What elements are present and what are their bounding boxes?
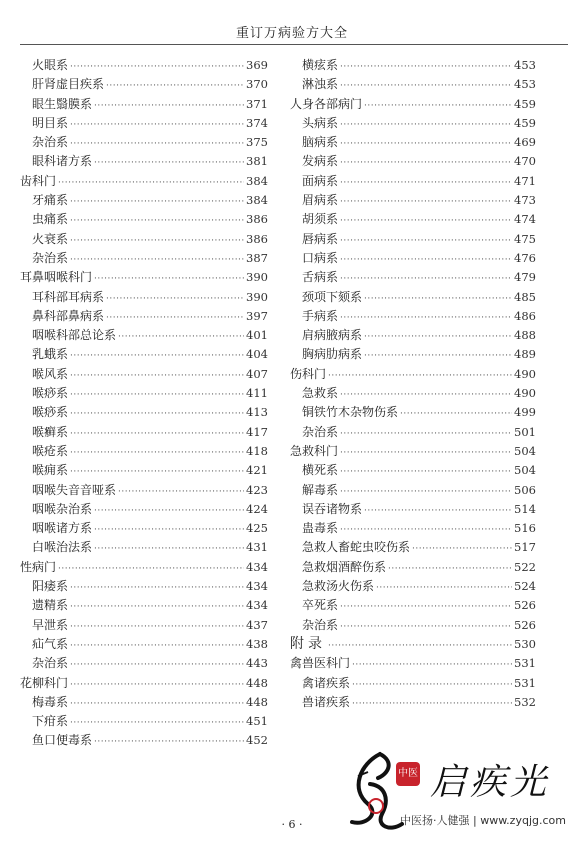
leader-dots <box>340 174 512 191</box>
toc-entry-title: 蛊毒系 <box>302 521 339 536</box>
leader-dots <box>352 695 512 712</box>
toc-entry-page: 437 <box>246 617 268 632</box>
toc-entry <box>290 230 536 249</box>
leader-dots <box>106 309 244 326</box>
toc-entry-title: 喉疮系 <box>32 443 69 458</box>
leader-dots <box>94 502 244 519</box>
toc-entry-title: 发病系 <box>302 154 339 169</box>
toc-entry-title: 乳蛾系 <box>32 347 69 362</box>
leader-dots <box>340 463 512 480</box>
toc-entry-title: 杂治系 <box>32 250 69 265</box>
toc-entry-page: 381 <box>246 154 268 169</box>
toc-entry <box>20 519 268 538</box>
leader-dots <box>70 676 244 693</box>
leader-dots <box>70 135 244 152</box>
toc-entry <box>290 674 536 693</box>
toc-entry-title: 梅毒系 <box>32 694 69 709</box>
toc-entry-page: 434 <box>246 579 268 594</box>
leader-dots <box>94 270 244 287</box>
leader-dots <box>340 598 512 615</box>
toc-entry-title: 虫痛系 <box>32 212 69 227</box>
toc-entry <box>20 616 268 635</box>
leader-dots <box>106 290 244 307</box>
toc-entry-title: 颈项下颏系 <box>302 289 363 304</box>
toc-entry <box>20 95 268 114</box>
toc-entry <box>290 596 536 615</box>
toc-entry-page: 401 <box>246 328 268 343</box>
leader-dots <box>70 637 244 654</box>
leader-dots <box>340 251 512 268</box>
toc-section-entry <box>20 558 268 577</box>
toc-entry <box>20 249 268 268</box>
toc-entry-page: 397 <box>246 308 268 323</box>
leader-dots <box>94 154 244 171</box>
leader-dots <box>340 116 512 133</box>
toc-entry-title: 咽喉杂治系 <box>32 501 93 516</box>
leader-dots <box>340 618 512 635</box>
toc-entry-page: 370 <box>246 77 268 92</box>
toc-entry-title: 胸病肋病系 <box>302 347 363 362</box>
toc-entry-title: 喉风系 <box>32 366 69 381</box>
toc-entry <box>20 538 268 557</box>
toc-entry-title: 解毒系 <box>302 482 339 497</box>
leader-dots <box>340 444 512 461</box>
toc-entry <box>290 307 536 326</box>
leader-dots <box>364 97 512 114</box>
toc-entry <box>20 230 268 249</box>
toc-entry-title: 喉癣系 <box>32 424 69 439</box>
leader-dots <box>94 521 244 538</box>
toc-entry <box>20 307 268 326</box>
toc-entry-page: 501 <box>514 424 536 439</box>
toc-entry-title: 阳痿系 <box>32 579 69 594</box>
leader-dots <box>70 232 244 249</box>
leader-dots <box>340 270 512 287</box>
toc-entry-page: 411 <box>246 386 268 401</box>
leader-dots <box>352 676 512 693</box>
toc-entry-page: 475 <box>514 231 536 246</box>
toc-entry <box>20 210 268 229</box>
toc-entry-page: 434 <box>246 559 268 574</box>
watermark-logo <box>340 744 580 834</box>
toc-entry-page: 531 <box>514 675 536 690</box>
toc-section-entry <box>20 674 268 693</box>
leader-dots <box>340 386 512 403</box>
toc-entry-title: 耳鼻咽喉科门 <box>20 270 93 285</box>
toc-entry <box>290 481 536 500</box>
toc-entry-page: 522 <box>514 559 536 574</box>
toc-entry-page: 438 <box>246 636 268 651</box>
toc-entry <box>290 384 536 403</box>
toc-entry-page: 504 <box>514 443 536 458</box>
toc-entry-page: 488 <box>514 328 536 343</box>
toc-entry-page: 499 <box>514 405 536 420</box>
toc-entry-page: 486 <box>514 308 536 323</box>
toc-entry <box>20 635 268 654</box>
toc-entry-page: 434 <box>246 598 268 613</box>
toc-entry-title: 肝肾虚目疾系 <box>32 77 105 92</box>
leader-dots <box>340 58 512 75</box>
toc-entry <box>20 114 268 133</box>
leader-dots <box>70 425 244 442</box>
toc-entry-title: 喉痧系 <box>32 405 69 420</box>
toc-entry-page: 490 <box>514 386 536 401</box>
toc-column-left <box>20 56 268 751</box>
toc-entry-page: 423 <box>246 482 268 497</box>
toc-entry-page: 526 <box>514 617 536 632</box>
toc-entry-title: 牙痛系 <box>32 193 69 208</box>
toc-entry <box>290 288 536 307</box>
leader-dots <box>340 77 512 94</box>
toc-entry-page: 453 <box>514 58 536 72</box>
toc-entry-title: 喉痈系 <box>32 463 69 478</box>
seal-mark: 中医 <box>396 762 420 786</box>
toc-entry-page: 474 <box>514 212 536 227</box>
toc-entry-page: 470 <box>514 154 536 169</box>
toc-entry-page: 524 <box>514 579 536 594</box>
toc-entry-title: 急救烟酒醉伤系 <box>302 559 387 574</box>
toc-entry <box>290 56 536 75</box>
toc-entry <box>290 152 536 171</box>
toc-entry <box>290 500 536 519</box>
toc-entry-page: 516 <box>514 521 536 536</box>
toc-entry-title: 伤科门 <box>290 366 327 381</box>
toc-entry <box>20 500 268 519</box>
leader-dots <box>70 347 244 364</box>
toc-entry <box>20 152 268 171</box>
leader-dots <box>340 521 512 538</box>
leader-dots <box>364 290 512 307</box>
toc-entry-title: 面病系 <box>302 173 339 188</box>
leader-dots <box>340 425 512 442</box>
toc-entry-title: 兽诸疾系 <box>302 694 351 709</box>
toc-entry-title: 咽喉科部总论系 <box>32 328 117 343</box>
toc-entry-title: 脑病系 <box>302 135 339 150</box>
toc-entry-page: 471 <box>514 173 536 188</box>
toc-entry <box>290 538 536 557</box>
leader-dots <box>340 232 512 249</box>
leader-dots <box>412 540 512 557</box>
header-rule <box>20 44 568 45</box>
toc-entry <box>20 326 268 345</box>
toc-entry-page: 531 <box>514 656 536 671</box>
toc-entry <box>20 384 268 403</box>
toc-entry-page: 384 <box>246 193 268 208</box>
toc-entry-title: 横死系 <box>302 463 339 478</box>
leader-dots <box>70 193 244 210</box>
toc-entry-title: 下疳系 <box>32 714 69 729</box>
toc-column-right <box>290 56 536 712</box>
toc-section-entry <box>290 365 536 384</box>
toc-entry <box>20 693 268 712</box>
toc-entry <box>290 345 536 364</box>
toc-entry-page: 532 <box>514 694 536 709</box>
leader-dots <box>328 367 512 384</box>
toc-entry <box>20 365 268 384</box>
leader-dots <box>340 309 512 326</box>
toc-entry-page: 451 <box>246 714 268 729</box>
toc-section-entry <box>290 95 536 114</box>
leader-dots <box>70 405 244 422</box>
toc-entry-page: 375 <box>246 135 268 150</box>
toc-entry <box>20 712 268 731</box>
toc-entry-page: 424 <box>246 501 268 516</box>
toc-entry-page: 514 <box>514 501 536 516</box>
leader-dots <box>340 212 512 229</box>
toc-entry-title: 喉痧系 <box>32 386 69 401</box>
toc-section-entry <box>290 654 536 673</box>
toc-entry-title: 明目系 <box>32 115 69 130</box>
toc-entry-title: 人身各部病门 <box>290 96 363 111</box>
toc-entry-title: 火眼系 <box>32 58 69 72</box>
toc-entry-title: 齿科门 <box>20 173 57 188</box>
toc-entry <box>290 403 536 422</box>
toc-entry-page: 386 <box>246 231 268 246</box>
toc-entry-page: 459 <box>514 96 536 111</box>
toc-entry <box>20 596 268 615</box>
toc-entry <box>20 423 268 442</box>
toc-entry <box>20 461 268 480</box>
toc-entry-page: 417 <box>246 424 268 439</box>
toc-entry-title: 禽兽医科门 <box>290 656 351 671</box>
toc-entry <box>290 133 536 152</box>
leader-dots <box>70 695 244 712</box>
toc-entry <box>290 519 536 538</box>
leader-dots <box>364 347 512 364</box>
leader-dots <box>94 97 244 114</box>
toc-entry-title: 急救汤火伤系 <box>302 579 375 594</box>
toc-entry <box>20 345 268 364</box>
toc-entry-title: 胡须系 <box>302 212 339 227</box>
toc-entry-page: 371 <box>246 96 268 111</box>
toc-entry-title: 耳科部耳病系 <box>32 289 105 304</box>
toc-entry-title: 口病系 <box>302 250 339 265</box>
leader-dots <box>70 444 244 461</box>
leader-dots <box>364 502 512 519</box>
toc-entry-title: 早泄系 <box>32 617 69 632</box>
leader-dots <box>340 135 512 152</box>
leader-dots <box>400 405 512 422</box>
toc-entry-title: 卒死系 <box>302 598 339 613</box>
toc-entry <box>290 558 536 577</box>
toc-appendix-entry <box>290 635 536 654</box>
toc-entry <box>20 577 268 596</box>
toc-entry-title: 唇病系 <box>302 231 339 246</box>
toc-entry-title: 火衰系 <box>32 231 69 246</box>
toc-entry-title: 杂治系 <box>32 135 69 150</box>
toc-entry-page: 404 <box>246 347 268 362</box>
toc-entry-title: 急救系 <box>302 386 339 401</box>
toc-entry-page: 390 <box>246 289 268 304</box>
toc-entry <box>290 616 536 635</box>
toc-entry <box>290 75 536 94</box>
toc-entry <box>20 133 268 152</box>
toc-entry-title: 手病系 <box>302 308 339 323</box>
toc-entry <box>20 481 268 500</box>
toc-entry <box>290 693 536 712</box>
toc-section-entry <box>20 172 268 191</box>
leader-dots <box>376 579 512 596</box>
toc-entry-page: 425 <box>246 521 268 536</box>
toc-entry <box>290 172 536 191</box>
toc-entry <box>290 423 536 442</box>
toc-entry-title: 肩病腋病系 <box>302 328 363 343</box>
leader-dots <box>70 579 244 596</box>
leader-dots <box>94 540 244 557</box>
toc-entry-page: 490 <box>514 366 536 381</box>
toc-entry-page: 369 <box>246 58 268 72</box>
toc-entry-title: 杂治系 <box>302 617 339 632</box>
toc-entry <box>290 210 536 229</box>
toc-entry-title: 杂治系 <box>302 424 339 439</box>
running-header: 重订万病验方大全 <box>235 26 348 41</box>
toc-section-entry <box>20 268 268 287</box>
leader-dots <box>328 637 512 654</box>
toc-entry-page: 448 <box>246 694 268 709</box>
toc-entry-title: 性病门 <box>20 559 57 574</box>
toc-entry-page: 431 <box>246 540 268 555</box>
leader-dots <box>70 714 244 731</box>
toc-entry <box>20 288 268 307</box>
toc-entry-title: 鱼口便毒系 <box>32 733 93 748</box>
toc-entry <box>20 731 268 750</box>
toc-entry-title: 白喉治法系 <box>32 540 93 555</box>
page-number: · 6 · <box>281 818 303 831</box>
toc-entry-page: 459 <box>514 115 536 130</box>
toc-entry <box>20 442 268 461</box>
toc-entry <box>290 461 536 480</box>
brand-calligraphy: 启疾光 <box>430 762 551 803</box>
toc-entry-title: 误吞诸物系 <box>302 501 363 516</box>
toc-entry-page: 443 <box>246 656 268 671</box>
toc-entry-title: 头病系 <box>302 115 339 130</box>
toc-entry-title: 眼生翳膜系 <box>32 96 93 111</box>
toc-entry-title: 急救科门 <box>290 443 339 458</box>
toc-entry-title: 花柳科门 <box>20 675 69 690</box>
toc-entry <box>290 268 536 287</box>
toc-entry-page: 469 <box>514 135 536 150</box>
toc-entry-title: 咽喉诸方系 <box>32 521 93 536</box>
toc-entry-page: 384 <box>246 173 268 188</box>
toc-entry-page: 374 <box>246 115 268 130</box>
leader-dots <box>340 154 512 171</box>
watermark-slogan: 中医扬·人健强 | www.zyqjg.com <box>400 814 566 827</box>
toc-entry-page: 407 <box>246 366 268 381</box>
toc-entry-page: 421 <box>246 463 268 478</box>
leader-dots <box>70 598 244 615</box>
toc-entry-page: 418 <box>246 443 268 458</box>
toc-entry-title: 淋浊系 <box>302 77 339 92</box>
toc-entry-page: 413 <box>246 405 268 420</box>
toc-entry <box>20 75 268 94</box>
toc-entry-title: 禽诸疾系 <box>302 675 351 690</box>
leader-dots <box>70 656 244 673</box>
toc-section-entry <box>290 442 536 461</box>
leader-dots <box>340 483 512 500</box>
leader-dots <box>118 483 244 500</box>
toc-entry-page: 390 <box>246 270 268 285</box>
leader-dots <box>70 212 244 229</box>
leader-dots <box>94 733 244 750</box>
toc-entry-page: 387 <box>246 250 268 265</box>
toc-entry-title: 咽喉失音音哑系 <box>32 482 117 497</box>
toc-entry-page: 506 <box>514 482 536 497</box>
toc-entry-page: 448 <box>246 675 268 690</box>
toc-entry-title: 遗精系 <box>32 598 69 613</box>
toc-entry-title: 眉病系 <box>302 193 339 208</box>
toc-entry-page: 473 <box>514 193 536 208</box>
leader-dots <box>70 251 244 268</box>
toc-entry-page: 504 <box>514 463 536 478</box>
toc-entry <box>20 403 268 422</box>
toc-entry-title: 疝气系 <box>32 636 69 651</box>
toc-entry <box>290 114 536 133</box>
leader-dots <box>70 58 244 75</box>
toc-entry-page: 517 <box>514 540 536 555</box>
toc-entry <box>290 326 536 345</box>
toc-entry-page: 476 <box>514 250 536 265</box>
leader-dots <box>106 77 244 94</box>
leader-dots <box>388 560 512 577</box>
toc-entry-page: 479 <box>514 270 536 285</box>
toc-entry-page: 453 <box>514 77 536 92</box>
leader-dots <box>58 560 244 577</box>
leader-dots <box>70 116 244 133</box>
toc-entry-title: 杂治系 <box>32 656 69 671</box>
toc-entry <box>290 191 536 210</box>
toc-entry-title: 眼科诸方系 <box>32 154 93 169</box>
leader-dots <box>352 656 512 673</box>
toc-entry-page: 485 <box>514 289 536 304</box>
toc-entry-page: 526 <box>514 598 536 613</box>
toc-entry-title: 铜铁竹木杂物伤系 <box>302 405 399 420</box>
toc-entry-title: 横痃系 <box>302 58 339 72</box>
toc-entry-title: 附录 <box>290 635 326 652</box>
toc-entry-title: 舌病系 <box>302 270 339 285</box>
toc-entry-title: 鼻科部鼻病系 <box>32 308 105 323</box>
leader-dots <box>364 328 512 345</box>
leader-dots <box>118 328 244 345</box>
toc-entry-page: 530 <box>514 636 536 651</box>
leader-dots <box>340 193 512 210</box>
toc-entry <box>290 577 536 596</box>
leader-dots <box>70 463 244 480</box>
toc-entry-title: 急救人畜蛇虫咬伤系 <box>302 540 411 555</box>
toc-entry-page: 386 <box>246 212 268 227</box>
toc-entry <box>20 654 268 673</box>
leader-dots <box>58 174 244 191</box>
toc-entry-page: 452 <box>246 733 268 748</box>
leader-dots <box>70 618 244 635</box>
toc-entry <box>20 191 268 210</box>
toc-entry <box>20 56 268 75</box>
leader-dots <box>70 386 244 403</box>
leader-dots <box>70 367 244 384</box>
toc-entry <box>290 249 536 268</box>
toc-entry-page: 489 <box>514 347 536 362</box>
